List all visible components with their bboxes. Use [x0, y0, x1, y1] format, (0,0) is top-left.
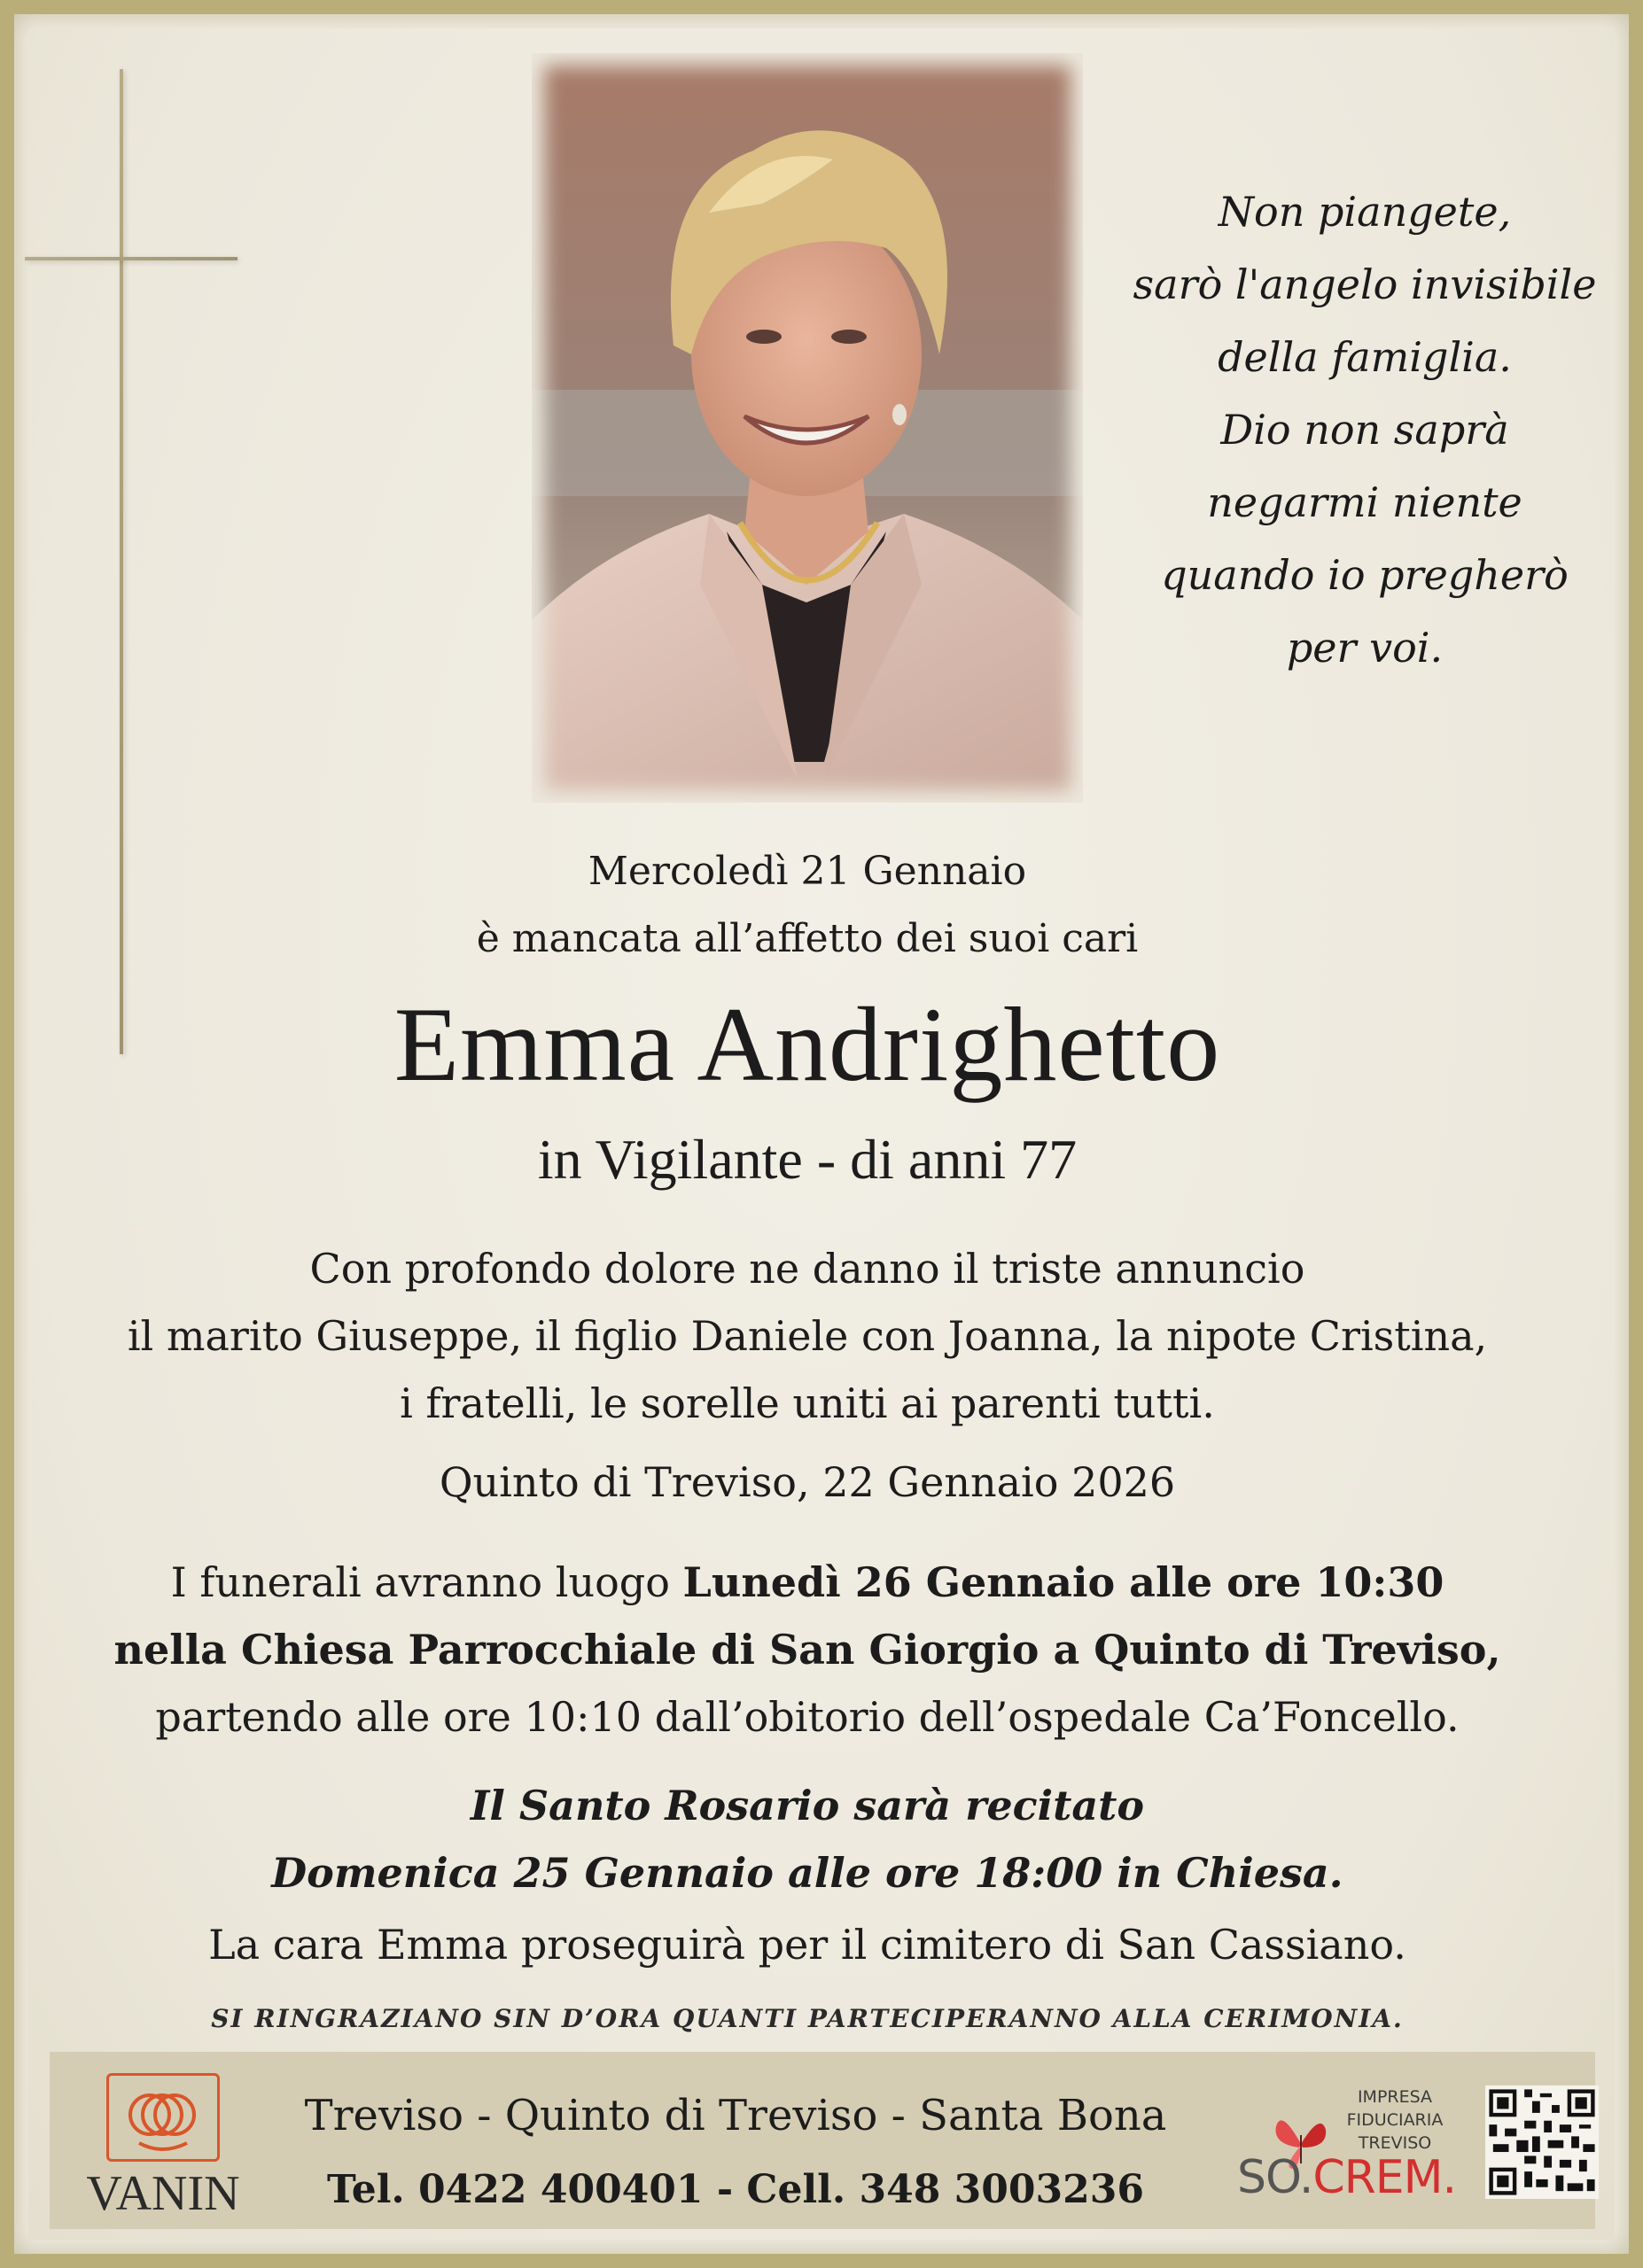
rosary-line-2: Domenica 25 Gennaio alle ore 18:00 in Chiesa.: [271, 1849, 1343, 1897]
funeral-line-2: [0, 1616, 1615, 1683]
socrem-tagline-line: FIDUCIARIA: [1346, 2110, 1444, 2130]
cross-vertical-bar: [120, 69, 123, 1054]
poem-line: Dio non saprà: [1220, 406, 1509, 454]
body-line: i fratelli, le sorelle uniti ai parenti tutti.: [400, 1379, 1215, 1427]
socrem-crem: CREM.: [1312, 2151, 1457, 2204]
socrem-so: SO.: [1237, 2151, 1313, 2204]
funeral-info: [0, 1549, 1615, 1751]
rosary-line-1: Il Santo Rosario sarà recitato: [470, 1782, 1145, 1829]
thanks-line: SI RINGRAZIANO SIN D’ORA QUANTI PARTECIPERANNO ALLA CERIMONIA.: [211, 2004, 1404, 2033]
cross-horizontal-bar: [25, 257, 237, 260]
socrem-tagline-line: IMPRESA: [1357, 2087, 1433, 2107]
cemetery-line: La cara Emma proseguirà per il cimitero di San Cassiano.: [208, 1921, 1406, 1969]
poem-line: quando io pregherò: [1161, 551, 1569, 599]
poem-line: della famiglia.: [1218, 333, 1512, 381]
poem: [1099, 175, 1631, 684]
poem-line: negarmi niente: [1207, 478, 1522, 526]
funeral-datetime: Lunedì 26 Gennaio alle ore 10:30: [682, 1558, 1444, 1606]
poem-line: per voi.: [1286, 624, 1444, 672]
funeral-church: nella Chiesa Parrocchiale di San Giorgio a Quinto di Treviso,: [113, 1626, 1501, 1674]
funeral-line-1: [0, 1549, 1615, 1616]
deceased-name: Emma Andrighetto: [393, 985, 1221, 1103]
place-date: Quinto di Treviso, 22 Gennaio 2026: [439, 1458, 1176, 1506]
body-line: il marito Giuseppe, il figlio Daniele con Joanna, la nipote Cristina,: [127, 1312, 1488, 1360]
passed-away-line: è mancata all’affetto dei suoi cari: [476, 916, 1139, 961]
footer-phones: Tel. 0422 400401 - Cell. 348 3003236: [327, 2167, 1144, 2212]
death-date: Mercoledì 21 Gennaio: [588, 849, 1027, 894]
socrem-tagline: [1333, 2085, 1457, 2155]
poem-line: Non piangete,: [1218, 188, 1512, 236]
funeral-prefix: I funerali avranno luogo: [170, 1558, 683, 1606]
rosary-info: [0, 1772, 1615, 1907]
socrem-tagline-line: TREVISO: [1358, 2133, 1432, 2153]
funeral-line-3: partendo alle ore 10:10 dall’obitorio dell’ospedale Ca’Foncello.: [155, 1693, 1460, 1741]
footer-locations: Treviso - Quinto di Treviso - Santa Bona: [304, 2091, 1167, 2140]
portrait-photo: [532, 53, 1083, 803]
vanin-logo-icon: [106, 2073, 220, 2162]
body-line: Con profondo dolore ne danno il triste annuncio: [309, 1245, 1305, 1293]
announcement-body: [0, 1235, 1615, 1437]
socrem-logo-text: [1237, 2151, 1476, 2204]
qr-code-icon: [1485, 2085, 1599, 2199]
vanin-brand: VANIN: [86, 2166, 240, 2221]
portrait-illustration: [532, 53, 1083, 803]
deceased-subtitle: in Vigilante - di anni 77: [537, 1128, 1078, 1191]
poem-line: sarò l'angelo invisibile: [1133, 260, 1597, 308]
